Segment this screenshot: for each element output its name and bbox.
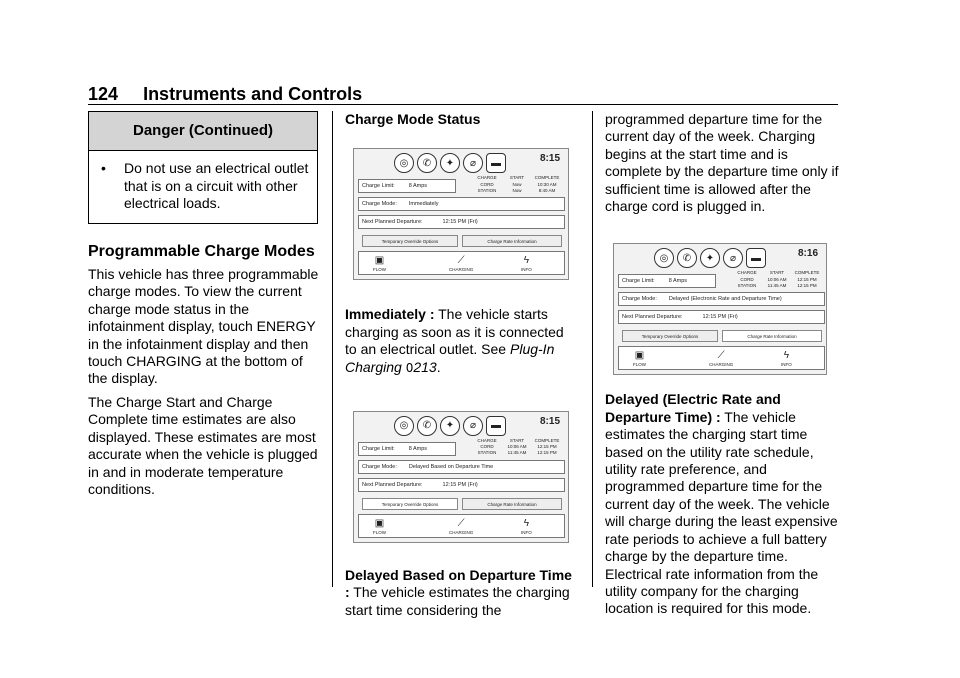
column-2	[345, 111, 577, 625]
value: Delayed Based on Departure Time	[408, 464, 494, 471]
phone-icon: ✆	[417, 416, 437, 436]
flow-item	[373, 254, 386, 272]
label: INFO	[781, 362, 792, 368]
label: CORD	[480, 181, 494, 187]
value: 8 Amps	[408, 183, 428, 190]
charge-times	[472, 438, 562, 456]
value: 11:45 AM	[507, 450, 527, 456]
label: FLOW	[373, 530, 386, 536]
charge-mode-row	[618, 292, 825, 306]
label: Charge Limit:	[362, 183, 395, 190]
label: Next Planned Departure:	[622, 314, 683, 321]
section-heading: Programmable Charge Modes	[88, 242, 315, 260]
lightning-icon: ϟ	[783, 350, 790, 362]
chapter-title: Instruments and Controls	[143, 84, 363, 104]
danger-body	[89, 151, 317, 222]
value: 12:15 PM	[797, 276, 817, 282]
paragraph	[345, 306, 577, 377]
value: 12:15 PM	[537, 450, 557, 456]
flow-icon: ▣	[374, 518, 385, 530]
temporary-override-button: Temporary Override Options	[362, 235, 458, 247]
label: START	[509, 175, 525, 181]
value: Immediately	[408, 201, 439, 208]
label: STATION	[737, 282, 757, 288]
info-item	[521, 517, 532, 535]
label: Charge Mode:	[622, 296, 657, 303]
value: 12:15 PM (Fri)	[442, 219, 478, 226]
audio-icon: ◎	[394, 153, 414, 173]
phone-icon: ✆	[417, 153, 437, 173]
charge-times	[472, 175, 562, 193]
plug-icon: ⟋	[457, 518, 465, 530]
charge-rate-button: Charge Rate Information	[722, 330, 822, 342]
label: CHARGING	[449, 267, 474, 273]
column-divider	[332, 111, 333, 587]
phone-icon: ✆	[677, 248, 697, 268]
danger-heading: Danger (Continued)	[89, 112, 317, 151]
charge-mode-row	[358, 197, 565, 211]
label: COMPLETE	[534, 175, 560, 181]
label: INFO	[521, 267, 532, 273]
label: START	[769, 270, 785, 276]
value: 10:30 AM	[537, 181, 557, 187]
energy-icon: ⌀	[463, 153, 483, 173]
label: Charge Mode:	[362, 464, 397, 471]
navigation-icon: ✦	[440, 153, 460, 173]
label: CHARGE	[737, 270, 757, 276]
screen-icon: ▬	[486, 416, 506, 436]
temporary-override-button: Temporary Override Options	[362, 498, 458, 510]
charging-item	[709, 349, 733, 367]
label: Charge Limit:	[622, 278, 655, 285]
charge-rate-button: Charge Rate Information	[462, 498, 562, 510]
label: FLOW	[373, 267, 386, 273]
screen-figure-delayed-rate	[613, 243, 827, 375]
value: 8 Amps	[408, 446, 428, 453]
paragraph: This vehicle has three programmable charge modes. To view the current charge mode status in the infotainment display, touch ENERGY in the infotainment display and then touch CHARGING at the bottom of the display.	[88, 266, 319, 387]
paragraph: programmed departure time for the current day of the week. Charging begins at the start time and is complete by the departure time only if sufficient time is allowed after the charge cord is plugged in.	[605, 111, 839, 215]
text: The vehicle estimates the charging start time considering the	[345, 584, 570, 618]
charging-item	[449, 517, 473, 535]
charge-limit	[618, 274, 716, 288]
column-3	[605, 111, 839, 624]
label: Next Planned Departure:	[362, 219, 423, 226]
term: Delayed (Electric Rate and Departure Time) :	[605, 391, 781, 425]
subheading: Charge Mode Status	[345, 111, 481, 127]
charge-mode-row	[358, 460, 565, 474]
page-number: 124	[88, 84, 119, 104]
charge-limit	[358, 179, 456, 193]
screen-figure-delayed-departure	[353, 411, 569, 543]
value: 11:45 AM	[767, 282, 787, 288]
app-icons	[394, 416, 506, 436]
charge-times	[732, 270, 822, 288]
value: Delayed (Electronic Rate and Departure Time)	[668, 296, 782, 303]
label: CHARGING	[709, 362, 734, 368]
cross-reference-link[interactable]: Plug-In Charging	[345, 341, 555, 375]
bottom-bar	[358, 514, 565, 538]
label: CHARGE	[477, 175, 497, 181]
text: .	[436, 358, 441, 375]
app-icons	[654, 248, 766, 268]
plug-icon: ⟋	[717, 350, 725, 362]
bottom-bar	[358, 251, 565, 275]
charging-item	[449, 254, 473, 272]
label: COMPLETE	[534, 438, 560, 444]
info-item	[521, 254, 532, 272]
flow-icon: ▣	[374, 255, 385, 267]
flow-icon: ▣	[634, 350, 645, 362]
value: 12:15 PM	[797, 282, 817, 288]
navigation-icon: ✦	[440, 416, 460, 436]
value: 12:15 PM (Fri)	[442, 482, 478, 489]
reference-arrow-icon: 0	[405, 360, 414, 375]
column-1	[88, 111, 320, 504]
label: Charge Limit:	[362, 446, 395, 453]
paragraph: The Charge Start and Charge Complete time estimates are also displayed. These estimates are most accurate when the vehicle is plugged in and in moderate temperature conditions.	[88, 393, 318, 497]
value: 8 Amps	[668, 278, 688, 285]
label: CORD	[740, 276, 754, 282]
label: Charge Mode:	[362, 201, 397, 208]
flow-item	[373, 517, 386, 535]
charge-rate-button: Charge Rate Information	[462, 235, 562, 247]
clock: 8:15	[539, 153, 560, 165]
paragraph	[605, 391, 839, 617]
label: STATION	[477, 187, 497, 193]
audio-icon: ◎	[654, 248, 674, 268]
charge-limit	[358, 442, 456, 456]
label: COMPLETE	[794, 270, 820, 276]
value: 8:40 AM	[538, 187, 556, 193]
audio-icon: ◎	[394, 416, 414, 436]
lightning-icon: ϟ	[523, 255, 530, 267]
value: 10:06 AM	[767, 276, 787, 282]
value: Now	[512, 181, 522, 187]
label: Next Planned Departure:	[362, 482, 423, 489]
clock: 8:16	[797, 248, 818, 260]
value: 12:15 PM (Fri)	[702, 314, 738, 321]
label: CORD	[480, 444, 494, 450]
header-rule	[88, 104, 838, 105]
energy-icon: ⌀	[463, 416, 483, 436]
screen-icon: ▬	[486, 153, 506, 173]
paragraph	[345, 567, 577, 619]
danger-text: Do not use an electrical outlet that is on a circuit with other electrical loads.	[124, 160, 309, 212]
term: Immediately :	[345, 306, 435, 323]
flow-item	[633, 349, 646, 367]
reference-page[interactable]: 213	[413, 358, 437, 375]
danger-box	[88, 111, 318, 224]
bullet-icon: •	[101, 160, 106, 177]
text: The vehicle estimates the charging start time based on the utility rate schedule, utility rate preference, and programmed departure time for the current day of the week. The vehicle will charge during the least expensive rate periods to achieve a full battery charge by the departure time. Electrical rate information from the utility company for the charging location is required for this mode.	[605, 408, 838, 617]
label: CHARGE	[477, 438, 497, 444]
temporary-override-button: Temporary Override Options	[622, 330, 718, 342]
next-departure-row	[618, 310, 825, 324]
lightning-icon: ϟ	[523, 518, 530, 530]
next-departure-row	[358, 215, 565, 229]
label: CHARGING	[449, 530, 474, 536]
column-divider	[592, 111, 593, 587]
navigation-icon: ✦	[700, 248, 720, 268]
label: STATION	[477, 450, 497, 456]
label: INFO	[521, 530, 532, 536]
term: Delayed Based on Departure Time :	[345, 567, 572, 601]
label: START	[509, 438, 525, 444]
app-icons	[394, 153, 506, 173]
text: The vehicle starts charging as soon as it is connected to an electrical outlet. See	[345, 306, 564, 358]
screen-icon: ▬	[746, 248, 766, 268]
page-header	[88, 84, 362, 105]
next-departure-row	[358, 478, 565, 492]
screen-figure-immediately	[353, 148, 569, 280]
clock: 8:15	[539, 416, 560, 428]
bottom-bar	[618, 346, 825, 370]
value: Now	[512, 187, 522, 193]
energy-icon: ⌀	[723, 248, 743, 268]
info-item	[781, 349, 792, 367]
value: 10:06 AM	[507, 444, 527, 450]
value: 12:15 PM	[537, 444, 557, 450]
label: FLOW	[633, 362, 646, 368]
plug-icon: ⟋	[457, 255, 465, 267]
